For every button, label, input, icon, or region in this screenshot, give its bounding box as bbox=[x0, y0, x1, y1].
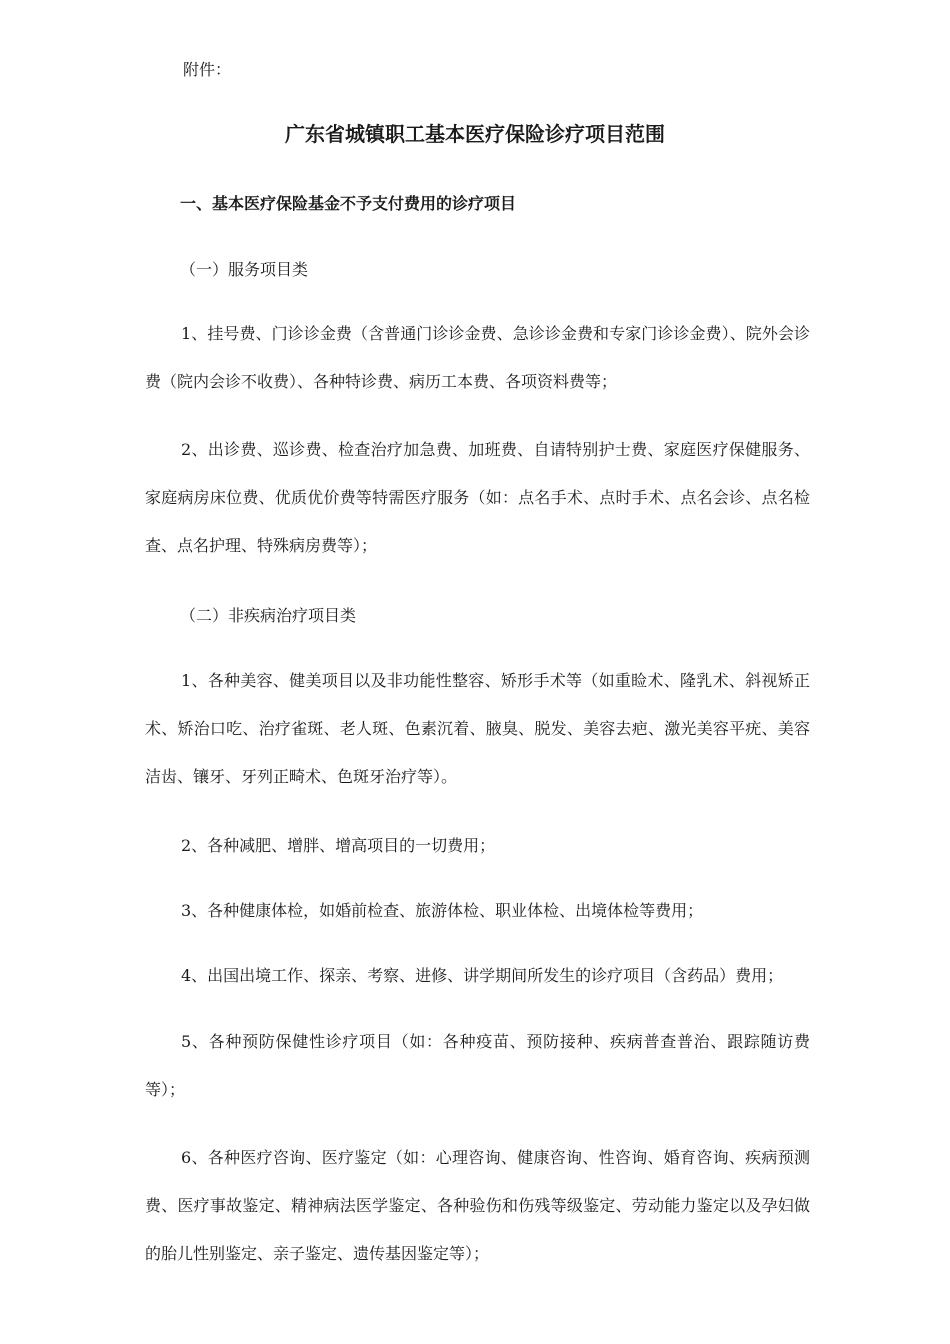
subsection-heading-service: （一）服务项目类 bbox=[180, 260, 309, 279]
paragraph-non-disease-item-4: 4、出国出境工作、探亲、考察、进修、讲学期间所发生的诊疗项目（含药品）费用； bbox=[181, 966, 784, 985]
paragraph-service-item-2: 2、出诊费、巡诊费、检查治疗加急费、加班费、自请特别护士费、家庭医疗保健服务、家庭病房床位费、优质优价费等特需医疗服务（如：点名手术、点时手术、点名会诊、点名检查、点名护理、特殊病房费等）； bbox=[145, 440, 810, 555]
paragraph-non-disease-item-3: 3、各种健康体检，如婚前检查、旅游体检、职业体检、出境体检等费用； bbox=[181, 901, 704, 920]
subsection-heading-non-disease: （二）非疾病治疗项目类 bbox=[180, 606, 357, 625]
document-title: 广东省城镇职工基本医疗保险诊疗项目范围 bbox=[285, 122, 665, 146]
paragraph-non-disease-item-2: 2、各种减肥、增胖、增高项目的一切费用； bbox=[181, 836, 496, 855]
paragraph-service-item-1: 1、挂号费、门诊诊金费（含普通门诊诊金费、急诊诊金费和专家门诊诊金费）、院外会诊费（院内会诊不收费）、各种特诊费、病历工本费、各项资料费等； bbox=[145, 324, 810, 391]
paragraph-non-disease-item-1: 1、各种美容、健美项目以及非功能性整容、矫形手术等（如重睑术、隆乳术、斜视矫正术、矫治口吃、治疗雀斑、老人斑、色素沉着、腋臭、脱发、美容去疤、激光美容平疣、美容洁齿、镶牙、牙列正畸术、色斑牙治疗等）。 bbox=[145, 671, 810, 786]
paragraph-non-disease-item-6: 6、各种医疗咨询、医疗鉴定（如：心理咨询、健康咨询、性咨询、婚育咨询、疾病预测费、医疗事故鉴定、精神病法医学鉴定、各种验伤和伤残等级鉴定、劳动能力鉴定以及孕妇做的胎儿性别鉴定、亲子鉴定、遗传基因鉴定等）； bbox=[145, 1148, 810, 1263]
attachment-label: 附件： bbox=[183, 60, 232, 79]
paragraph-non-disease-item-5: 5、各种预防保健性诊疗项目（如：各种疫苗、预防接种、疾病普查普治、跟踪随访费等）； bbox=[145, 1032, 810, 1099]
section-heading: 一、基本医疗保险基金不予支付费用的诊疗项目 bbox=[180, 194, 517, 213]
